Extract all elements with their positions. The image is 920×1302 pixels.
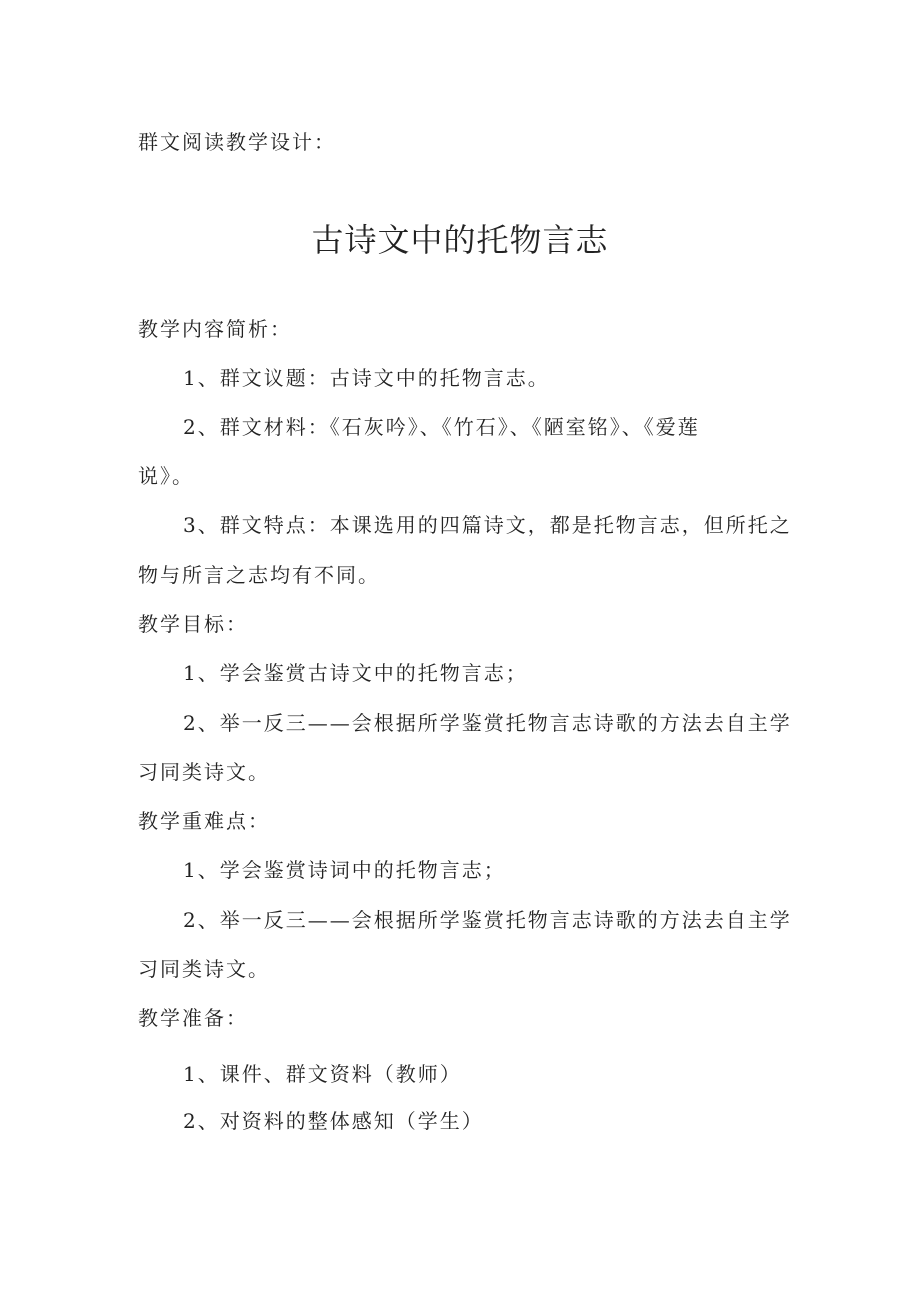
paragraph-materials: 2、群文材料：《石灰吟》、《竹石》、《陋室铭》、《爱莲 bbox=[183, 415, 700, 439]
list-item: 2、对资料的整体感知（学生） bbox=[183, 1109, 484, 1133]
list-item: 2、举一反三——会根据所学鉴赏托物言志诗歌的方法去自主学 bbox=[183, 711, 792, 735]
paragraph-topic: 1、群文议题：古诗文中的托物言志。 bbox=[183, 366, 550, 390]
list-item: 1、学会鉴赏诗词中的托物言志； bbox=[183, 858, 506, 882]
list-item: 1、课件、群文资料（教师） bbox=[183, 1062, 462, 1086]
list-item-continued: 习同类诗文。 bbox=[138, 957, 270, 981]
paragraph-features-continued: 物与所言之志均有不同。 bbox=[138, 563, 380, 587]
section-heading-preparation: 教学准备： bbox=[138, 1006, 248, 1030]
document-type-label: 群文阅读教学设计： bbox=[138, 130, 336, 154]
list-item-continued: 习同类诗文。 bbox=[138, 760, 270, 784]
list-item: 1、学会鉴赏古诗文中的托物言志； bbox=[183, 661, 528, 685]
paragraph-features: 3、群文特点：本课选用的四篇诗文，都是托物言志，但所托之 bbox=[183, 513, 792, 537]
section-heading-objectives: 教学目标： bbox=[138, 612, 248, 636]
section-heading-content-analysis: 教学内容简析： bbox=[138, 317, 292, 341]
paragraph-materials-continued: 说》。 bbox=[138, 464, 194, 488]
document-title: 古诗文中的托物言志 bbox=[311, 221, 609, 259]
section-heading-key-points: 教学重难点： bbox=[138, 809, 270, 833]
list-item: 2、举一反三——会根据所学鉴赏托物言志诗歌的方法去自主学 bbox=[183, 908, 792, 932]
